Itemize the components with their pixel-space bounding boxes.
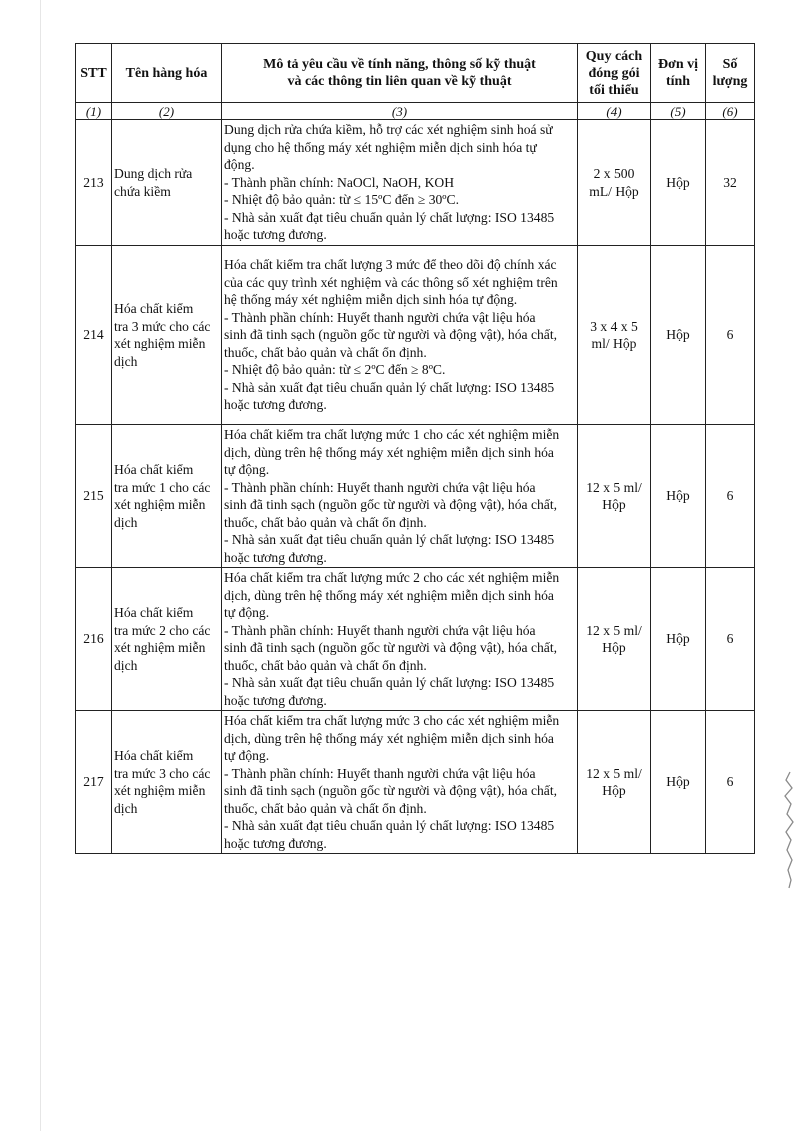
row-stt: 213 (76, 120, 112, 246)
header-packaging-line2: đóng gói (588, 65, 640, 81)
description-line: dịch, dùng trên hệ thống máy xét nghiệm miễn dịch sinh hóa (224, 730, 554, 746)
row-product-name (112, 425, 222, 568)
product-name-line: dịch (114, 353, 138, 369)
row-stt: 215 (76, 425, 112, 568)
header-packaging (578, 44, 651, 103)
description-line: hoặc tương đương. (224, 397, 327, 413)
row-product-name (112, 246, 222, 425)
row-unit: Hộp (651, 120, 706, 246)
description-line: sinh đã tinh sạch (nguồn gốc từ người và động vật), hóa chất, (224, 327, 558, 343)
table-row (76, 120, 755, 246)
header-quantity-line1: Số (722, 57, 738, 72)
row-stt: 216 (76, 568, 112, 711)
product-name-line: dịch (114, 800, 138, 816)
row-packaging (578, 711, 651, 854)
header-name (112, 44, 222, 103)
product-name-line: tra mức 1 cho các (114, 479, 211, 495)
product-name-line: dịch (114, 514, 138, 530)
column-number: (6) (706, 103, 755, 120)
description-line: của các quy trình xét nghiệm và các thông số xét nghiệm trên (224, 274, 558, 290)
description-line: tự động. (224, 462, 270, 477)
description-line: thuốc, chất bảo quản và chất ổn định. (224, 657, 427, 673)
row-stt: 217 (76, 711, 112, 854)
description-line: Hóa chất kiểm tra chất lượng 3 mức để theo dõi độ chính xác (224, 257, 557, 273)
packaging-line: Hộp (602, 783, 626, 798)
margin-mark (782, 770, 796, 890)
packaging-line: mL/ Hộp (589, 183, 639, 199)
table-body (76, 120, 755, 854)
header-quantity (706, 44, 755, 103)
row-description (222, 425, 578, 568)
product-name-line: Hóa chất kiểm (114, 301, 194, 316)
description-line: - Nhà sản xuất đạt tiêu chuẩn quản lý chất lượng: ISO 13485 (224, 379, 555, 395)
header-description-line2: và các thông tin liên quan về kỹ thuật (287, 74, 512, 89)
description-line: - Nhà sản xuất đạt tiêu chuẩn quản lý chất lượng: ISO 13485 (224, 818, 555, 833)
header-unit (651, 44, 706, 103)
row-product-name (112, 120, 222, 246)
description-line: - Nhà sản xuất đạt tiêu chuẩn quản lý chất lượng: ISO 13485 (224, 209, 555, 225)
description-line: hệ thống máy xét nghiệm miễn dịch sinh hóa tự động. (224, 292, 518, 308)
product-name-line: xét nghiệm miễn (114, 783, 206, 798)
product-spec-table (75, 43, 755, 854)
description-line: dụng cho hệ thống máy xét nghiệm miễn dịch sinh hóa tự (224, 139, 537, 155)
row-unit: Hộp (651, 711, 706, 854)
row-unit: Hộp (651, 425, 706, 568)
product-name-line: tra mức 2 cho các (114, 622, 211, 638)
description-line: - Nhà sản xuất đạt tiêu chuẩn quản lý chất lượng: ISO 13485 (224, 675, 555, 690)
packaging-line: 3 x 4 x 5 (590, 318, 638, 334)
product-name-line: dịch (114, 657, 138, 673)
page-edge-shadow (40, 0, 41, 1131)
column-number: (2) (112, 103, 222, 120)
description-line: - Thành phần chính: Huyết thanh người chứa vật liệu hóa (224, 479, 536, 495)
product-name-line: chứa kiềm (114, 183, 171, 199)
packaging-line: ml/ Hộp (591, 336, 637, 351)
packaging-line: 12 x 5 ml/ (586, 479, 642, 495)
row-quantity: 6 (706, 246, 755, 425)
table-row (76, 568, 755, 711)
description-line: hoặc tương đương. (224, 227, 327, 243)
description-line: sinh đã tinh sạch (nguồn gốc từ người và động vật), hóa chất, (224, 640, 558, 655)
product-name-line: Hóa chất kiểm (114, 748, 194, 763)
product-name-line: tra 3 mức cho các (114, 318, 211, 334)
row-quantity: 32 (706, 120, 755, 246)
product-name-line: xét nghiệm miễn (114, 497, 206, 512)
product-name-line: xét nghiệm miễn (114, 640, 206, 655)
header-stt-label: STT (80, 65, 107, 81)
description-line: sinh đã tinh sạch (nguồn gốc từ người và động vật), hóa chất, (224, 783, 558, 798)
row-product-name (112, 711, 222, 854)
description-line: - Nhiệt độ bảo quản: từ ≤ 2ºC đến ≥ 8ºC. (224, 362, 446, 378)
header-description-line1: Mô tả yêu cầu về tính năng, thông số kỹ thuật (263, 57, 536, 72)
description-line: Hóa chất kiểm tra chất lượng mức 3 cho các xét nghiệm miễn (224, 713, 560, 728)
header-name-label: Tên hàng hóa (125, 65, 208, 81)
row-description (222, 120, 578, 246)
row-quantity: 6 (706, 425, 755, 568)
description-line: - Nhà sản xuất đạt tiêu chuẩn quản lý chất lượng: ISO 13485 (224, 532, 555, 547)
column-number: (4) (578, 103, 651, 120)
packaging-line: 12 x 5 ml/ (586, 765, 642, 781)
description-line: Hóa chất kiểm tra chất lượng mức 2 cho các xét nghiệm miễn (224, 570, 560, 585)
column-number-row (76, 103, 755, 120)
row-description (222, 711, 578, 854)
row-description (222, 246, 578, 425)
packaging-line: 2 x 500 (593, 166, 635, 181)
description-line: động. (224, 157, 255, 173)
description-line: hoặc tương đương. (224, 549, 327, 565)
description-line: - Thành phần chính: Huyết thanh người chứa vật liệu hóa (224, 765, 536, 781)
description-line: dịch, dùng trên hệ thống máy xét nghiệm miễn dịch sinh hóa (224, 444, 554, 460)
description-line: Hóa chất kiểm tra chất lượng mức 1 cho các xét nghiệm miễn (224, 427, 560, 442)
description-line: - Thành phần chính: Huyết thanh người chứa vật liệu hóa (224, 309, 536, 325)
column-number: (1) (76, 103, 112, 120)
row-packaging (578, 425, 651, 568)
description-line: sinh đã tinh sạch (nguồn gốc từ người và động vật), hóa chất, (224, 497, 558, 512)
packaging-line: Hộp (602, 497, 626, 512)
row-quantity: 6 (706, 568, 755, 711)
header-packaging-line3: tối thiểu (589, 82, 639, 98)
header-quantity-line2: lượng (712, 74, 748, 89)
row-packaging (578, 246, 651, 425)
row-unit: Hộp (651, 568, 706, 711)
packaging-line: 12 x 5 ml/ (586, 622, 642, 638)
row-description (222, 568, 578, 711)
product-name-line: xét nghiệm miễn (114, 336, 206, 351)
row-packaging (578, 120, 651, 246)
table-header (76, 44, 755, 120)
packaging-line: Hộp (602, 640, 626, 655)
product-name-line: Dung dịch rửa (114, 166, 193, 181)
table-row (76, 425, 755, 568)
column-number: (3) (222, 103, 578, 120)
row-packaging (578, 568, 651, 711)
header-unit-line2: tính (665, 74, 691, 89)
header-unit-line1: Đơn vị (657, 57, 699, 72)
description-line: - Thành phần chính: NaOCl, NaOH, KOH (224, 174, 455, 190)
product-name-line: Hóa chất kiểm (114, 462, 194, 477)
row-quantity: 6 (706, 711, 755, 854)
description-line: hoặc tương đương. (224, 692, 327, 708)
table-row (76, 711, 755, 854)
description-line: thuốc, chất bảo quản và chất ổn định. (224, 344, 427, 360)
description-line: tự động. (224, 605, 270, 620)
header-stt (76, 44, 112, 103)
row-product-name (112, 568, 222, 711)
header-packaging-line1: Quy cách (585, 48, 643, 64)
product-name-line: tra mức 3 cho các (114, 765, 211, 781)
description-line: - Nhiệt độ bảo quản: từ ≤ 15ºC đến ≥ 30ºC. (224, 192, 459, 208)
table-row (76, 246, 755, 425)
row-stt: 214 (76, 246, 112, 425)
header-description (222, 44, 578, 103)
row-unit: Hộp (651, 246, 706, 425)
description-line: - Thành phần chính: Huyết thanh người chứa vật liệu hóa (224, 622, 536, 638)
description-line: tự động. (224, 748, 270, 763)
description-line: thuốc, chất bảo quản và chất ổn định. (224, 800, 427, 816)
column-number: (5) (651, 103, 706, 120)
description-line: Dung dịch rửa chứa kiềm, hỗ trợ các xét nghiệm sinh hoá sử (224, 122, 553, 138)
description-line: dịch, dùng trên hệ thống máy xét nghiệm miễn dịch sinh hóa (224, 587, 554, 603)
description-line: thuốc, chất bảo quản và chất ổn định. (224, 514, 427, 530)
description-line: hoặc tương đương. (224, 835, 327, 851)
product-name-line: Hóa chất kiểm (114, 605, 194, 620)
